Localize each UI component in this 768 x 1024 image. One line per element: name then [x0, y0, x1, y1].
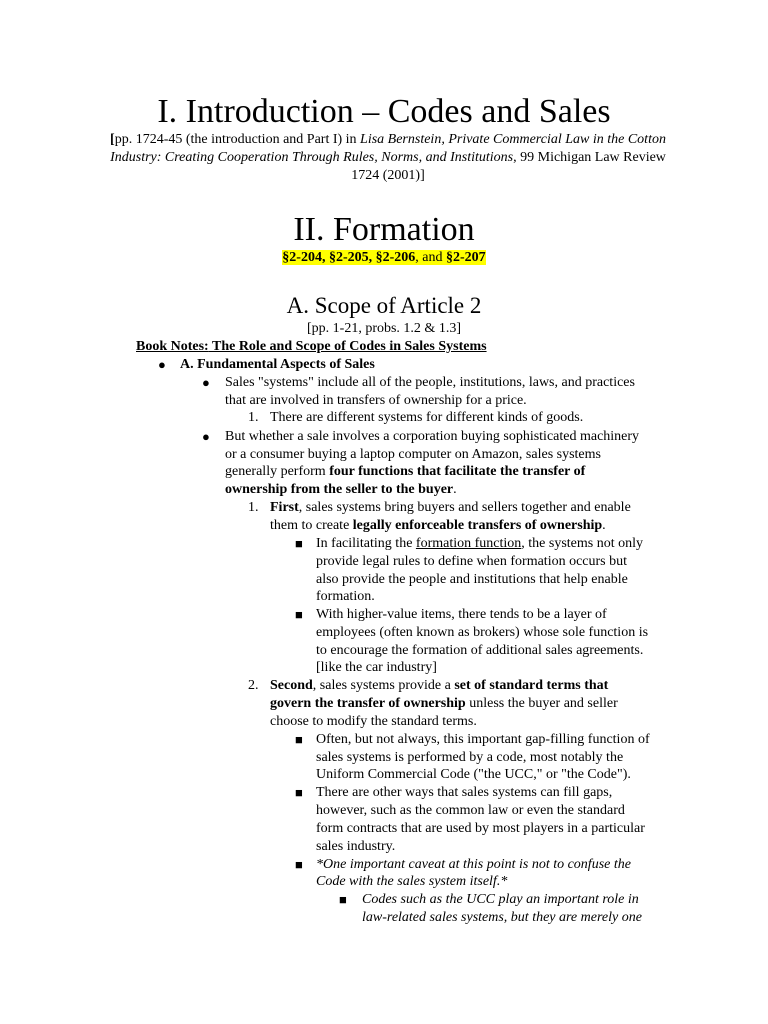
citation: [108, 131, 668, 185]
list-item-text: to encourage the formation of additional sales agreements.: [316, 643, 644, 658]
text-run-bold: First: [270, 500, 299, 515]
list-item-text: that are involved in transfers of ownership for a price.: [225, 393, 527, 408]
square-bullet-marker: ■: [295, 857, 303, 872]
list-item-text: or a consumer buying a laptop computer on Amazon, sales systems: [225, 447, 601, 462]
bullet-marker: ●: [202, 375, 210, 390]
outline-heading-a: A. Fundamental Aspects of Sales: [180, 357, 375, 372]
list-item-text: sales systems is performed by a code, most notably the: [316, 750, 624, 765]
square-bullet-marker: ■: [339, 892, 347, 907]
bullet-marker: ●: [202, 429, 210, 444]
sections-and: , and: [415, 250, 447, 265]
list-item-text: But whether a sale involves a corporation buying sophisticated machinery: [225, 429, 640, 444]
list-item-text: [270, 695, 618, 713]
text-run: unless the buyer and seller: [465, 696, 618, 711]
list-item-text: also provide the people and institutions that help enable: [316, 572, 628, 587]
text-run-bold: Second: [270, 678, 313, 693]
list-item-text: [270, 517, 606, 535]
list-item-text: [270, 677, 608, 695]
list-item-text: There are other ways that sales systems can fill gaps,: [316, 785, 613, 800]
list-item-text: Uniform Commercial Code ("the UCC," or "the Code").: [316, 767, 631, 782]
citation-title: Lisa Bernstein, Private Commercial Law in the Cotton Industry: Creating Cooperation Through Rules, Norms, and Institutions: [110, 132, 666, 165]
list-item-text: Code with the sales system itself.*: [316, 874, 508, 889]
list-item-text: [like the car industry]: [316, 660, 437, 675]
list-item-text: however, such as the common law or even the standard: [316, 803, 625, 818]
citation-pages: pp. 1724-45 (the introduction and Part I) in: [114, 132, 361, 147]
list-item-text: Codes such as the UCC play an important role in: [362, 892, 639, 907]
list-item-text: [225, 463, 585, 481]
text-run: , sales systems bring buyers and sellers together and enable: [298, 500, 631, 515]
square-bullet-marker: ■: [295, 785, 303, 800]
subheading-scope: A. Scope of Article 2: [286, 293, 482, 318]
list-item-text: *One important caveat at this point is not to confuse the: [316, 857, 631, 872]
text-run-bold: ownership from the seller to the buyer: [225, 482, 454, 497]
list-item-text: law-related sales systems, but they are merely one: [362, 910, 642, 925]
square-bullet-marker: ■: [295, 607, 303, 622]
list-item-text: With higher-value items, there tends to be a layer of: [316, 607, 607, 622]
text-run-underlined: formation function: [415, 536, 522, 551]
list-item-text: [225, 481, 457, 499]
sections-last: §2-207: [446, 250, 486, 265]
book-notes-heading: [136, 338, 487, 356]
bullet-marker: ●: [158, 357, 166, 372]
text-run: .: [602, 518, 606, 533]
heading-introduction: I. Introduction – Codes and Sales: [157, 93, 611, 130]
text-run: .: [453, 482, 457, 497]
list-number: 1.: [248, 410, 259, 425]
square-bullet-marker: ■: [295, 536, 303, 551]
book-notes-label: Book Notes:: [136, 339, 209, 354]
square-bullet-marker: ■: [295, 732, 303, 747]
list-item-text: employees (often known as brokers) whose sole function is: [316, 625, 649, 640]
heading-formation: II. Formation: [293, 211, 475, 248]
text-run: them to create: [270, 518, 353, 533]
text-run-bold: four functions that facilitate the transfer of: [329, 464, 586, 479]
list-number: 1.: [248, 500, 259, 515]
pages-reference: [pp. 1-21, probs. 1.2 & 1.3]: [307, 321, 461, 336]
list-item-text: Often, but not always, this important gap-filling function of: [316, 732, 650, 747]
list-item-text: choose to modify the standard terms.: [270, 714, 477, 729]
text-run: , sales systems provide a: [312, 678, 455, 693]
text-run: In facilitating the: [316, 536, 416, 551]
code-sections: [0, 249, 768, 267]
list-item-text: sales industry.: [316, 839, 396, 854]
list-item-text: [270, 499, 631, 517]
list-item-text: Sales "systems" include all of the people, institutions, laws, and practices: [225, 375, 635, 390]
list-item-text: There are different systems for different kinds of goods.: [270, 410, 584, 425]
list-item-text: formation.: [316, 589, 375, 604]
list-number: 2.: [248, 678, 259, 693]
sections-list: §2-204, §2-205, §2-206: [282, 250, 416, 265]
list-item-text: [316, 535, 643, 553]
text-run-bold: legally enforceable transfers of ownership: [352, 518, 603, 533]
book-notes-title: The Role and Scope of Codes in Sales Systems: [208, 339, 487, 354]
text-run: , the systems not only: [521, 536, 644, 551]
text-run-bold: govern the transfer of ownership: [270, 696, 466, 711]
text-run-bold: set of standard terms that: [454, 678, 609, 693]
citation-bracket: [: [110, 132, 115, 147]
citation-rest: , 99 Michigan Law Review 1724 (2001)]: [351, 150, 666, 183]
text-run: generally perform: [225, 464, 330, 479]
list-item-text: form contracts that are used by most players in a particular: [316, 821, 645, 836]
list-item-text: provide legal rules to define when formation occurs but: [316, 554, 628, 569]
